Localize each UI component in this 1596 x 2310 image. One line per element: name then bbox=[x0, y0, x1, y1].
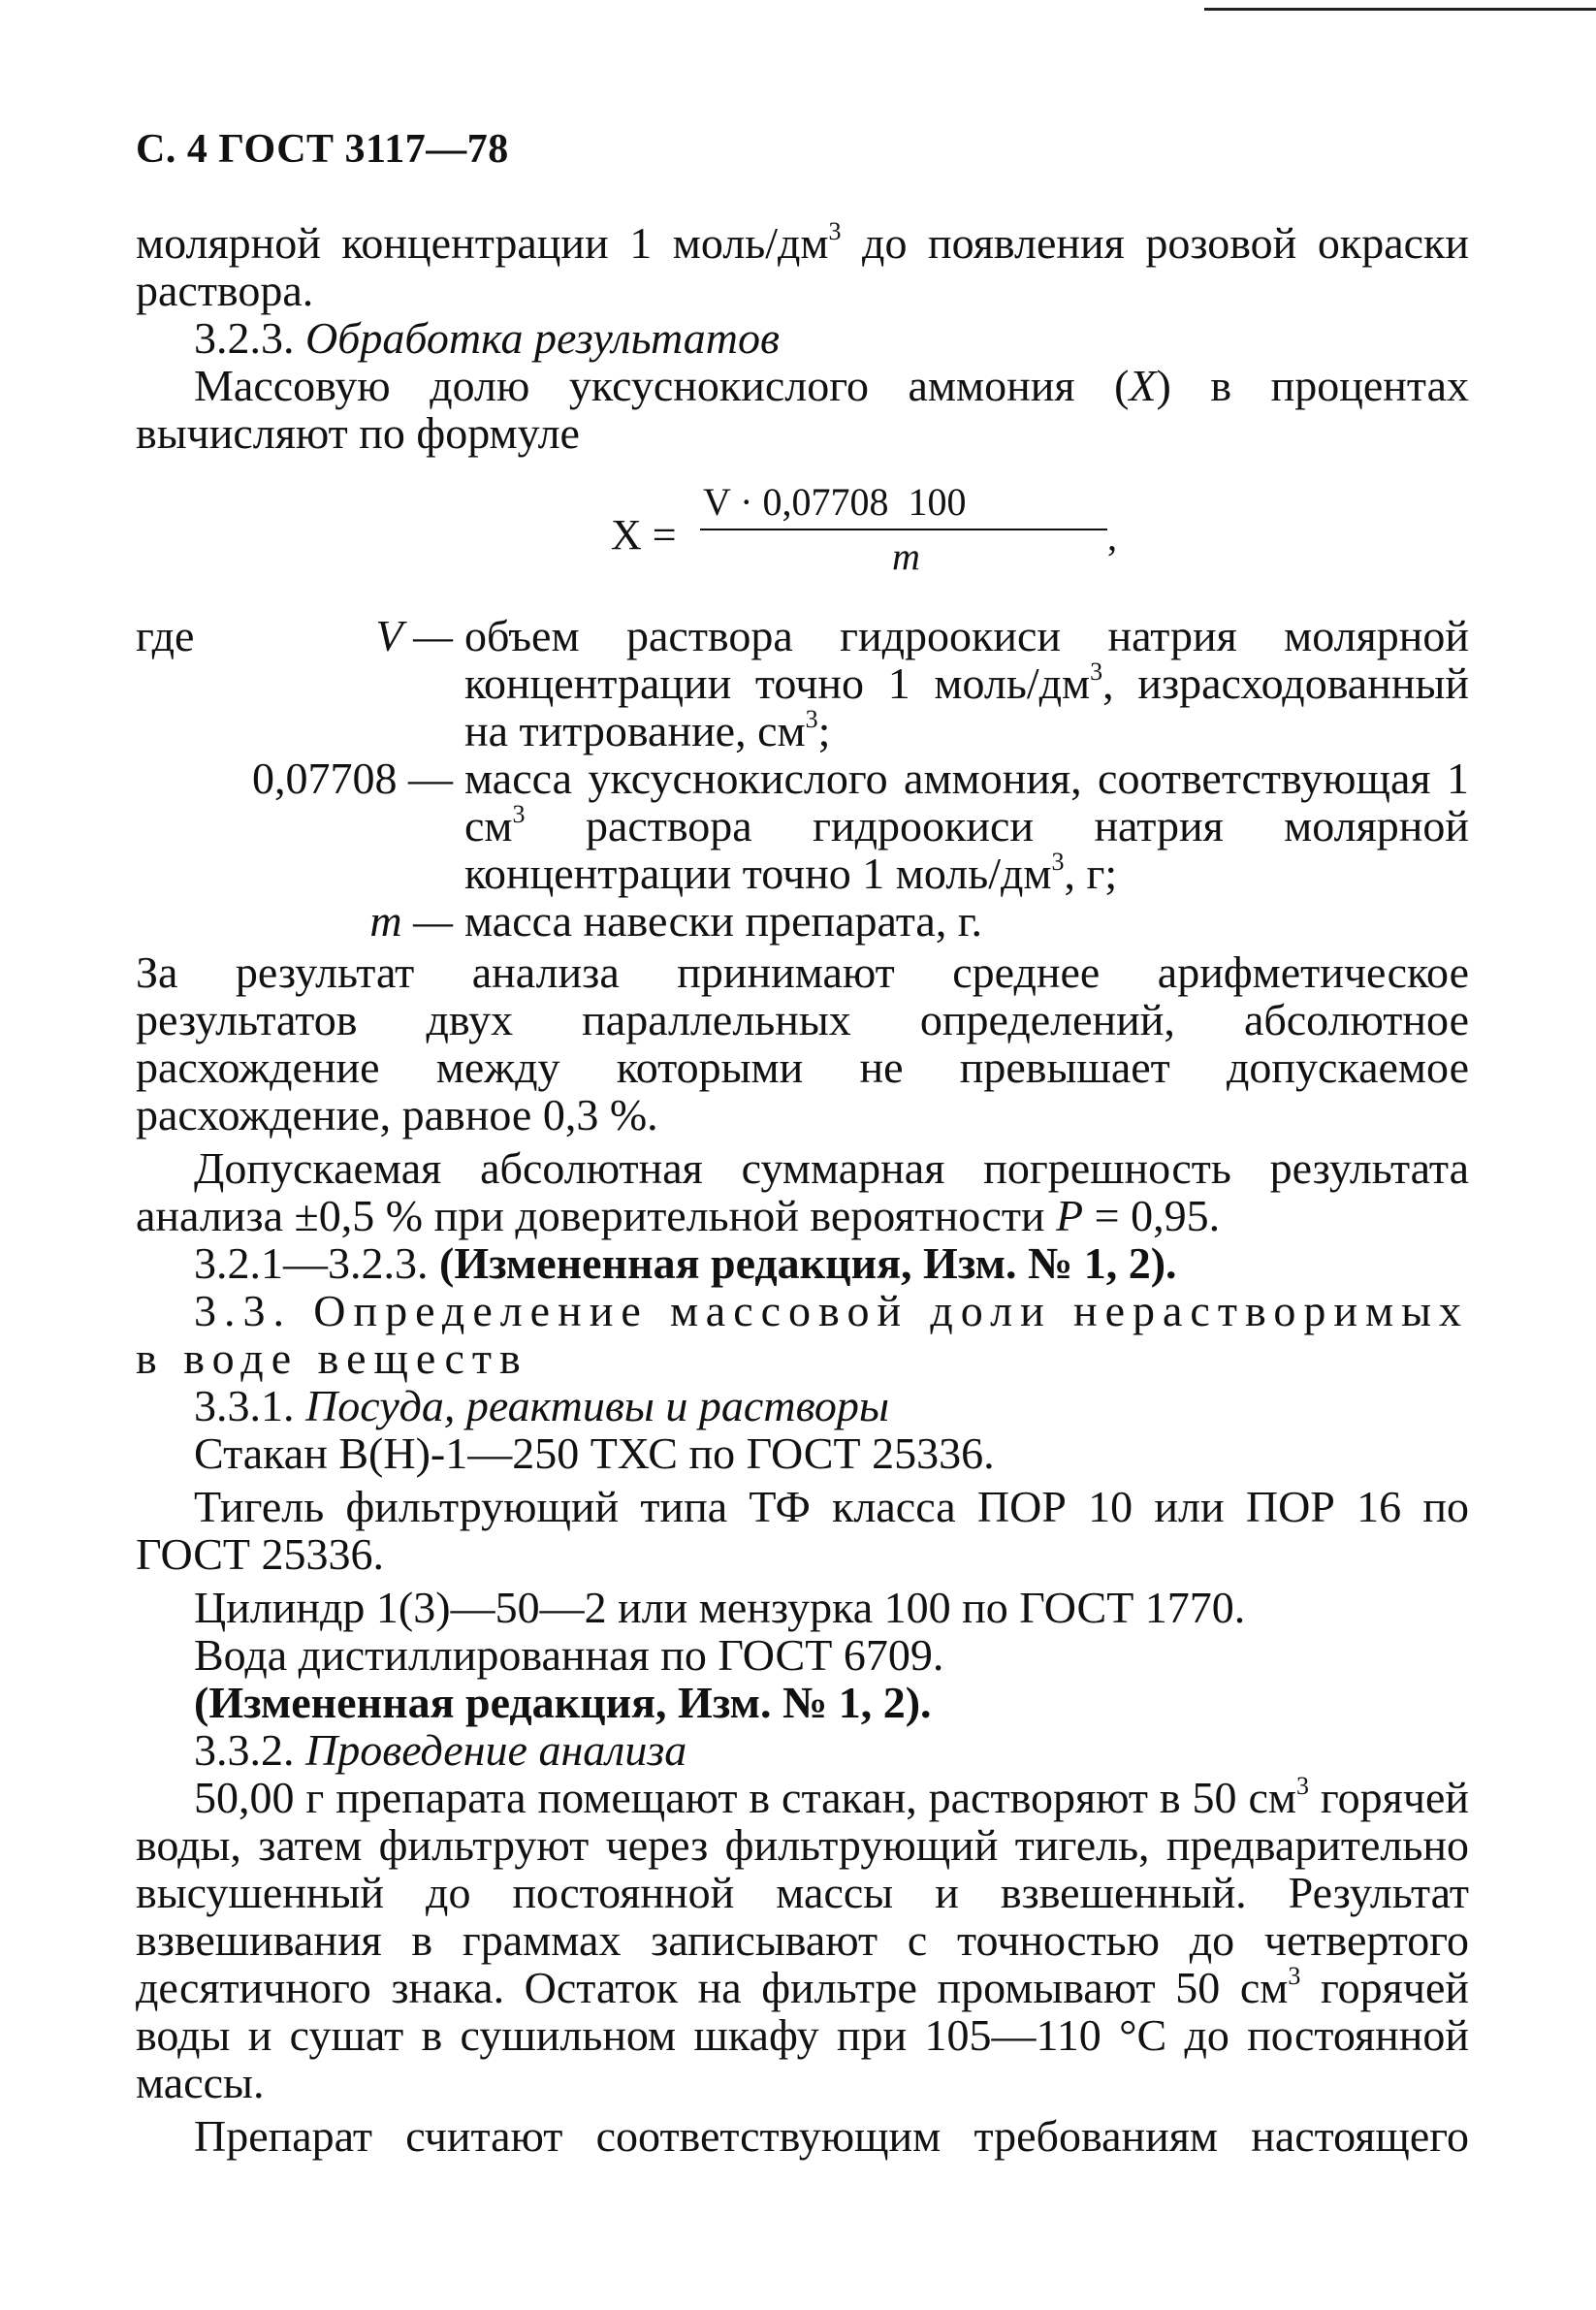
formula-comma: , bbox=[1107, 515, 1117, 559]
section-3-3-1-heading: 3.3.1. Посуда, реактивы и растворы bbox=[194, 1381, 890, 1430]
definition-row bbox=[136, 754, 1469, 897]
formula-numerator: V · 0,07708 100 bbox=[703, 480, 967, 524]
section-3-3-heading: 3.3. Определение массовой доли нерастворимых в воде веществ bbox=[136, 1286, 1469, 1383]
fraction-bar bbox=[700, 529, 1107, 530]
definition-symbol: V — bbox=[375, 611, 453, 660]
page-body bbox=[136, 219, 1469, 2160]
section-3-2-3-heading: 3.2.3. Обработка результатов bbox=[194, 313, 780, 363]
where-label: где bbox=[136, 611, 195, 660]
definition-text: масса уксуснокислого аммония, соответствующая 1 $см^3$ раствора гидроокиси натрия молярной концентрации точно 1 моль/$дм^3$, г; bbox=[464, 754, 1469, 898]
definition-row bbox=[136, 897, 1469, 945]
paragraph-result: За результат анализа принимают среднее арифметическое результатов двух параллельных определений, абсолютное расхождение между которыми не превышает допускаемое расхождение, равное 0,3 %. bbox=[136, 947, 1469, 1139]
definition-text: масса навески препарата, г. bbox=[464, 896, 983, 946]
formula-lhs: X = bbox=[611, 511, 677, 559]
list-item: Стакан В(Н)-1—250 ТХС по ГОСТ 25336. bbox=[194, 1428, 995, 1478]
definition-text: объем раствора гидроокиси натрия молярной концентрации точно 1 моль/$дм^3$, израсходованный на титрование, $см^3$; bbox=[464, 611, 1469, 755]
variable-definitions bbox=[136, 612, 1469, 945]
top-rule bbox=[1204, 8, 1596, 11]
formula bbox=[136, 478, 1469, 604]
paragraph-procedure: 50,00 г препарата помещают в стакан, растворяют в 50 $см^3$ горячей воды, затем фильтруют через фильтрующий тигель, предварительно высушенный до постоянной массы и взвешенный. Результат взвешивания в граммах записывают с точностью до четвертого десятичного знака. Остаток на фильтре промывают 50 $см^3$ горячей воды и сушат в сушильном шкафу при 105—110 °С до постоянной массы. bbox=[136, 1772, 1469, 2107]
amendment-note: 3.2.1—3.2.3. (Измененная редакция, Изм. № 1, 2). bbox=[194, 1238, 1177, 1288]
section-3-3-2-heading: 3.3.2. Проведение анализа bbox=[194, 1725, 687, 1775]
list-item: Цилиндр 1(3)—50—2 или мензурка 100 по ГОСТ 1770. bbox=[194, 1583, 1246, 1632]
paragraph-formula-intro: Массовую долю уксуснокислого аммония (X) в процентах вычисляют по формуле bbox=[136, 361, 1469, 458]
definition-symbol: 0,07708 — bbox=[252, 754, 453, 803]
paragraph-continuation: молярной концентрации 1 моль/$дм^3$ до появления розовой окраски раствора. bbox=[136, 217, 1469, 315]
amendment-note: (Измененная редакция, Изм. № 1, 2). bbox=[194, 1678, 932, 1727]
definition-symbol: m — bbox=[369, 896, 453, 946]
list-item: Вода дистиллированная по ГОСТ 6709. bbox=[194, 1630, 944, 1680]
page-header: С. 4 ГОСТ 3117—78 bbox=[136, 127, 509, 172]
paragraph-conclusion: Препарат считают соответствующим требованиям настоящего bbox=[194, 2111, 1469, 2161]
list-item: Тигель фильтрующий типа ТФ класса ПОР 10 или ПОР 16 по ГОСТ 25336. bbox=[136, 1482, 1469, 1579]
formula-denominator: m bbox=[892, 534, 920, 578]
paragraph-error: Допускаемая абсолютная суммарная погрешность результата анализа ±0,5 % при доверительной вероятности P = 0,95. bbox=[136, 1143, 1469, 1240]
definition-row bbox=[136, 612, 1469, 754]
